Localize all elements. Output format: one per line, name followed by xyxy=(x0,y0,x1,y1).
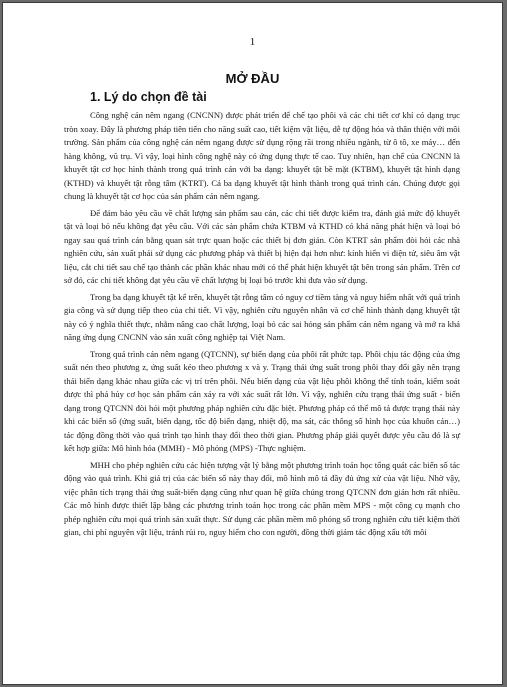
section-heading: 1. Lý do chọn đề tài xyxy=(90,90,207,104)
paragraph: Công nghệ cán nêm ngang (CNCNN) được phát triển để chế tạo phôi và các chi tiết cơ khí có dạng trục tròn xoay. Đây là phương pháp tiên tiến cho năng suất cao, tiết kiệm vật liệu, dễ tự động hóa và thân thiện với môi trường. Sản phẩm của công nghệ cán nêm ngang được sử dụng rộng rãi trong nhiều ngành, từ ô tô, xe máy… đến hàng không, vũ trụ. Vì vậy, loại hình công nghệ này có ứng dụng thực tế cao. Tuy nhiên, hạn chế của CNCNN là khuyết tật cơ học hình thành trong quá trình cán với ba dạng: khuyết tật bề mặt (KTBM), khuyết tật hình dạng (KTHD) và khuyết tật rỗng tâm (KTRT). Cả ba dạng khuyết tật hình thành trong quá trình cán. Chúng được gọi chung là khuyết tật cơ học của sản phẩm cán nêm ngang. xyxy=(64,110,460,201)
paragraph: Trong quá trình cán nêm ngang (QTCNN), sự biến dạng của phôi rất phức tạp. Phôi chịu tác động của ứng suất nén theo phương z, ứng suất kéo theo phương x và y. Trạng thái ứng suất trong phôi thay đổi gây nên trạng thái biến dạng khác nhau giữa các vị trí trên phôi. Nếu biến dạng của vật liệu phôi không thể tính toán, kiểm soát được thì phá hủy cơ học sản phẩm cán xảy ra với xác suất rất lớn. Vì vậy, nghiên cứu trạng thái ứng suất - biến dạng trong QTCNN đòi hỏi một phương pháp nghiên cứu đặc biệt. Phương pháp có thể mô tả được trạng thái này khi các biến số (ứng suất, biến dạng, tốc độ biến dạng, nhiệt độ, ma sát, các thông số hình học của khuôn cán…) tác động đồng thời vào quá trình tạo hình thay đổi theo thời gian. Phương pháp giải quyết được yêu cầu đó là sự kết hợp giữa: Mô hình hóa (MMH) - Mô phỏng (MPS) -Thực nghiệm. xyxy=(64,348,460,453)
paragraph: MHH cho phép nghiên cứu các hiện tượng vật lý bằng một phương trình toán học tổng quát các biến số tác động vào quá trình. Khi giá trị của các biến số này thay đổi, mô hình mô tả đầy đủ ứng xử của vật liệu. Nhờ vậy, việc phân tích trạng thái ứng suất-biến dạng cũng như quan hệ giữa chúng trong QTCNN đơn giản hơn rất nhiều. Các mô hình được thiết lập bằng các phương trình toán học trong các phần mềm MPS - một công cụ mạnh cho phép nghiên cứu mọi quá trình sản xuất thực. Sử dụng các phần mềm mô phỏng số trong nghiên cứu tiết kiệm thời gian, chi phí nguyên vật liệu, tránh rủi ro, nguy hiểm cho con người, đồng thời giảm tác động xấu tới môi xyxy=(64,459,460,537)
page-number: 1 xyxy=(249,36,256,48)
paragraph: Để đảm bảo yêu cầu về chất lượng sản phẩm sau cán, các chi tiết được kiểm tra, đánh giá mức độ khuyết tật và loại bỏ nếu không đạt yêu cầu. Với các sản phẩm chứa KTBM và KTHD có khả năng phát hiện và loại bỏ ngay sau quá trình cán bằng quan sát trực quan hoặc các thiết bị đơn giản. Còn KTRT sản phẩm đòi hỏi các nhà nghiên cứu, sản xuất phải sử dụng các phương pháp và thiết bị hiện đại hơn như: kính hiển vi điện tử, siêu âm vật liệu, cắt chi tiết sau chế tạo thành các phần khác nhau mới có thể phát hiện khuyết tật bên trong sản phẩm. Trên cơ sở đó, các chi tiết không đạt yêu cầu về chất lượng bị loại bỏ trước khi đưa vào sử dụng. xyxy=(64,207,460,285)
document-page xyxy=(3,3,502,684)
body-text xyxy=(64,109,460,543)
paragraph: Trong ba dạng khuyết tật kể trên, khuyết tật rỗng tâm có nguy cơ tiềm tàng và nguy hiểm nhất với quá trình gia công và sử dụng tiếp theo của chi tiết. Vì vậy, nghiên cứu nguyên nhân và cơ chế hình thành dạng khuyết tật này có ý nghĩa thiết thực, nhằm nâng cao chất lượng, loại bỏ các sai hỏng sản phẩm cán nêm ngang và mở ra khả năng ứng dụng CNCNN vào sản xuất công nghiệp tại Việt Nam. xyxy=(64,291,460,342)
chapter-title: MỞ ĐẦU xyxy=(225,71,280,86)
